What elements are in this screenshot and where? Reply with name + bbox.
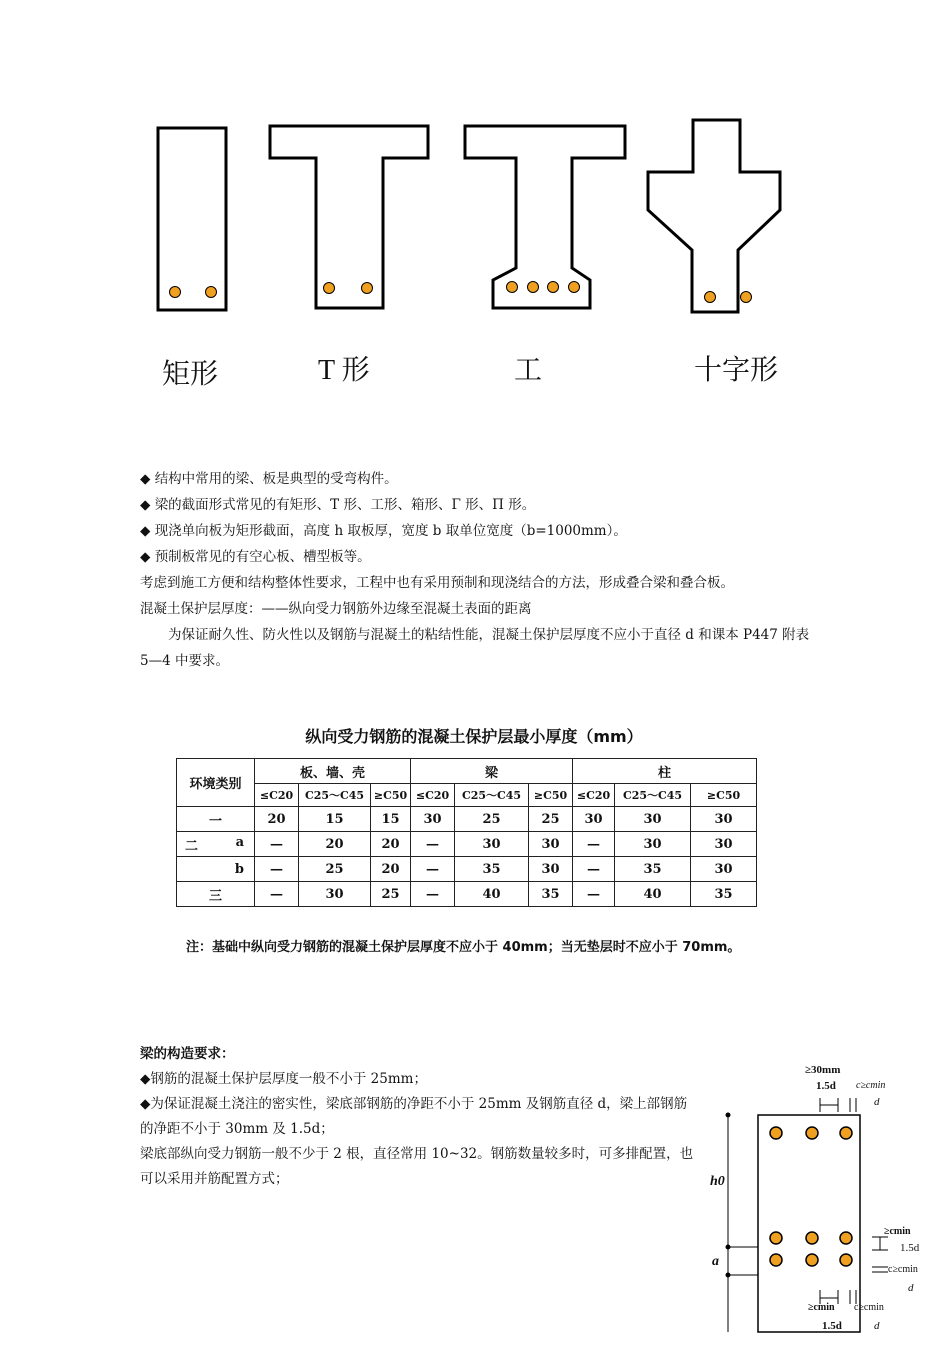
table-row [177,857,757,882]
dim-bottom-d: d [874,1320,880,1332]
requirement-line: ◆钢筋的混凝土保护层厚度一般不小于 25mm； [140,1071,427,1087]
table-cell: — [255,882,299,907]
t-section [270,126,428,308]
rectangular-section [158,128,226,310]
env-cell: 二 a [177,832,255,857]
group-slab: 板、墙、壳 [255,759,411,784]
grade-header: C25～C45 [455,784,529,807]
grade-header: ≥C50 [529,784,573,807]
table-row [177,832,757,857]
dim-top-c: c≥cmin [856,1080,886,1091]
label-rectangular: 矩形 [162,359,219,390]
grade-header: C25～C45 [615,784,691,807]
dim-bottom-c: ≥cmin [808,1302,835,1313]
paragraph-2: 混凝土保护层厚度：——纵向受力钢筋外边缘至混凝土表面的距离 [140,601,532,617]
table-cell: 30 [529,857,573,882]
beam-requirements [140,1042,700,1192]
table-cell: 40 [615,882,691,907]
table-cell: — [411,832,455,857]
table-cell: 30 [455,832,529,857]
table-title: 纵向受力钢筋的混凝土保护层最小厚度（mm） [305,727,643,746]
dim-top-1-5d: 1.5d [816,1080,836,1092]
requirement-line: ◆为保证混凝土浇注的密实性，梁底部钢筋的净距不小于 25mm 及钢筋直径 d，梁上部钢筋的净距不小于 30mm 及 1.5d； [140,1096,688,1137]
table-cell: 30 [573,807,615,832]
table-cell: — [411,882,455,907]
cross-section [648,120,780,312]
env-cell: 一 [177,807,255,832]
dim-right-1-5d: 1.5d [900,1242,920,1254]
env-cell: b [177,857,255,882]
table-cell: — [411,857,455,882]
table-cell: 35 [529,882,573,907]
table-cell: 30 [691,832,757,857]
dim-right-c: ≥cmin [884,1226,911,1237]
grade-header: ≥C50 [371,784,411,807]
bullet-3: ◆ 现浇单向板为矩形截面，高度 h 取板厚，宽度 b 取单位宽度（b=1000mm）。 [140,518,820,544]
table-cell: 40 [455,882,529,907]
table-grid [176,758,757,907]
beam-detail-diagram [700,1060,940,1340]
grade-header: ≥C50 [691,784,757,807]
table-cell: 30 [529,832,573,857]
table-cell: 35 [615,857,691,882]
cross-sections-diagram [0,100,952,340]
bullet-1: ◆ 结构中常用的梁、板是典型的受弯构件。 [140,466,820,492]
table-cell: — [573,832,615,857]
dim-top-d: d [874,1096,880,1108]
i-section [465,126,625,308]
bullet-4: ◆ 预制板常见的有空心板、槽型板等。 [140,544,820,570]
paragraph-3: 为保证耐久性、防火性以及钢筋与混凝土的粘结性能，混凝土保护层厚度不应小于直径 d 和课本 P447 附表 5—4 中要求。 [140,627,810,669]
table-cell: 25 [529,807,573,832]
table-cell: 25 [371,882,411,907]
table-cell: 20 [255,807,299,832]
grade-header: ≤C20 [255,784,299,807]
group-column: 柱 [573,759,757,784]
grade-header: C25～C45 [299,784,371,807]
table-cell: 20 [371,857,411,882]
table-cell: 20 [371,832,411,857]
section-title: 梁的构造要求： [140,1046,235,1062]
label-t: T 形 [318,355,370,386]
paragraph-1: 考虑到施工方便和结构整体性要求，工程中也有采用预制和现浇结合的方法，形成叠合梁和叠合板。 [140,575,734,591]
table-cell: 25 [299,857,371,882]
table-cell: 20 [299,832,371,857]
table-cell: 15 [299,807,371,832]
table-row [177,882,757,907]
table-cell: 30 [299,882,371,907]
env-cell: 三 [177,882,255,907]
env-header: 环境类别 [177,759,255,807]
table-cell: 25 [455,807,529,832]
table-cell: 30 [615,832,691,857]
table-cell: 30 [615,807,691,832]
dim-right-d: d [908,1282,914,1294]
intro-section [140,466,820,674]
table-row [177,807,757,832]
requirement-line: 梁底部纵向受力钢筋一般不少于 2 根，直径常用 10~32。钢筋数量较多时，可多排配置，也可以采用并筋配置方式； [140,1146,694,1187]
dim-bottom-c2: c≥cmin [854,1302,884,1313]
table-cell: — [573,882,615,907]
label-cross: 十字形 [694,355,779,386]
table-cell: — [255,832,299,857]
table-cell: 30 [691,857,757,882]
group-beam: 梁 [411,759,573,784]
cover-thickness-table [172,718,776,994]
dim-right-c2: c≥cmin [888,1264,918,1275]
dim-bottom-1-5d: 1.5d [822,1320,842,1332]
table-cell: 15 [371,807,411,832]
grade-header: ≤C20 [411,784,455,807]
grade-header: ≤C20 [573,784,615,807]
table-cell: — [573,857,615,882]
label-i: 工 [514,355,543,386]
table-note: 注：基础中纵向受力钢筋的混凝土保护层厚度不应小于 40mm；当无垫层时不应小于 70mm。 [186,940,741,955]
bullet-2: ◆ 梁的截面形式常见的有矩形、T 形、工形、箱形、Γ 形、Π 形。 [140,492,820,518]
dim-top-30mm: ≥30mm [805,1064,841,1076]
table-cell: — [255,857,299,882]
table-cell: 35 [691,882,757,907]
dim-a: a [712,1254,719,1269]
dim-h0: h0 [710,1174,725,1189]
table-cell: 30 [691,807,757,832]
table-cell: 30 [411,807,455,832]
table-cell: 35 [455,857,529,882]
